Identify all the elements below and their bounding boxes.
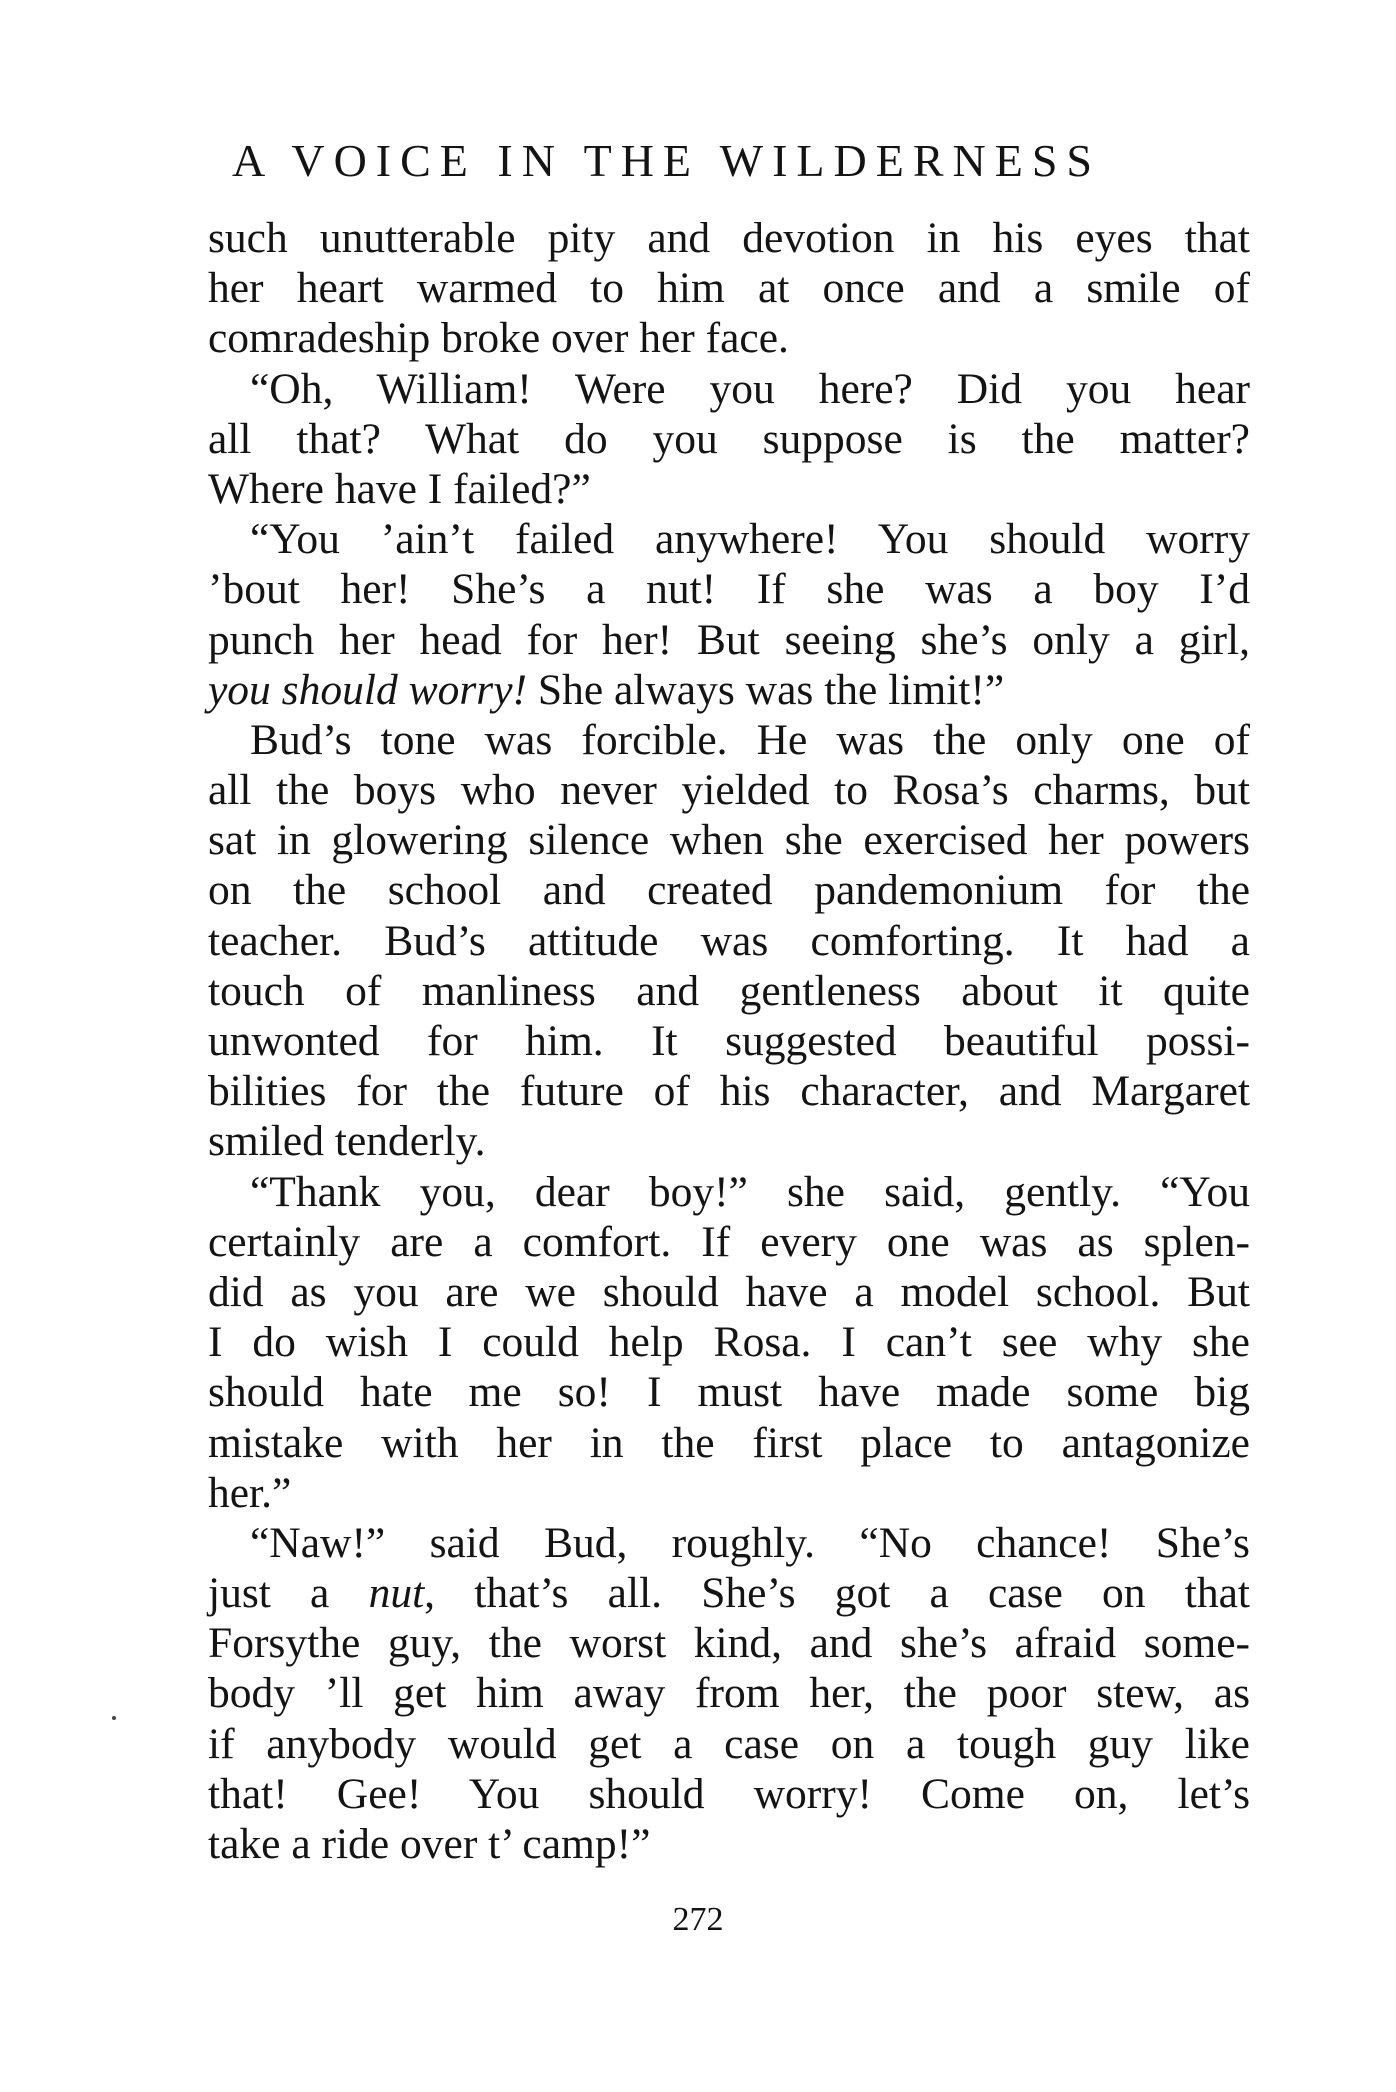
text-line: certainly are a comfort. If every one was as splen- (208, 1217, 1250, 1266)
text-line: “Oh, William! Were you here? Did you hear (250, 364, 1250, 413)
text-line: comradeship broke over her face. (208, 314, 789, 363)
text-line: should hate me so! I must have made some big (208, 1368, 1250, 1417)
text-line: Where have I failed?” (208, 464, 591, 513)
text-line (208, 665, 1250, 715)
italic-phrase: you should worry! (208, 665, 527, 714)
text-line: all the boys who never yielded to Rosa’s charms, but (208, 766, 1250, 815)
text-line: her heart warmed to him at once and a smile of (208, 264, 1250, 313)
text-line: touch of manliness and gentleness about it quite (208, 966, 1250, 1015)
text-span: , that’s all. She’s got a case on that (424, 1569, 1250, 1618)
text-line: unwonted for him. It suggested beautiful possi- (208, 1017, 1250, 1065)
text-line (208, 1568, 1250, 1618)
text-line: that! Gee! You should worry! Come on, let’s (208, 1769, 1250, 1818)
text-line: sat in glowering silence when she exercised her powers (208, 816, 1250, 865)
body-text (208, 213, 1250, 1869)
text-span: just a (208, 1569, 369, 1618)
text-line: body ’ll get him away from her, the poor stew, as (208, 1669, 1250, 1718)
text-span: She always was the limit!” (527, 665, 1005, 714)
text-line: bilities for the future of his character, and Margaret (208, 1067, 1250, 1116)
text-line: mistake with her in the first place to antagonize (208, 1418, 1250, 1467)
ink-speck (112, 1716, 116, 1720)
text-line: Bud’s tone was forcible. He was the only one of (250, 715, 1250, 764)
text-line: “You ’ain’t failed anywhere! You should worry (250, 515, 1250, 564)
text-line: smiled tenderly. (208, 1117, 486, 1166)
text-line: “Naw!” said Bud, roughly. “No chance! She’s (250, 1518, 1250, 1567)
text-line: on the school and created pandemonium for the (208, 866, 1250, 915)
text-line: I do wish I could help Rosa. I can’t see why she (208, 1318, 1250, 1367)
text-line: ’bout her! She’s a nut! If she was a boy I’d (208, 565, 1250, 614)
italic-word: nut (368, 1569, 425, 1618)
text-line: all that? What do you suppose is the matter? (208, 414, 1250, 463)
text-line: Forsythe guy, the worst kind, and she’s afraid some- (208, 1619, 1250, 1668)
text-line: punch her head for her! But seeing she’s only a girl, (208, 615, 1250, 664)
text-line: take a ride over t’ camp!” (208, 1820, 651, 1868)
page-number: 272 (672, 1901, 724, 1938)
text-line: teacher. Bud’s attitude was comforting. It had a (208, 916, 1250, 965)
text-line: her.” (208, 1468, 292, 1517)
text-line: if anybody would get a case on a tough guy like (208, 1719, 1250, 1768)
text-line: such unutterable pity and devotion in his eyes that (208, 214, 1250, 262)
text-line: “Thank you, dear boy!” she said, gently. “You (250, 1167, 1250, 1216)
text-line: did as you are we should have a model school. But (208, 1267, 1250, 1316)
running-head: A VOICE IN THE WILDERNESS (232, 135, 1101, 186)
